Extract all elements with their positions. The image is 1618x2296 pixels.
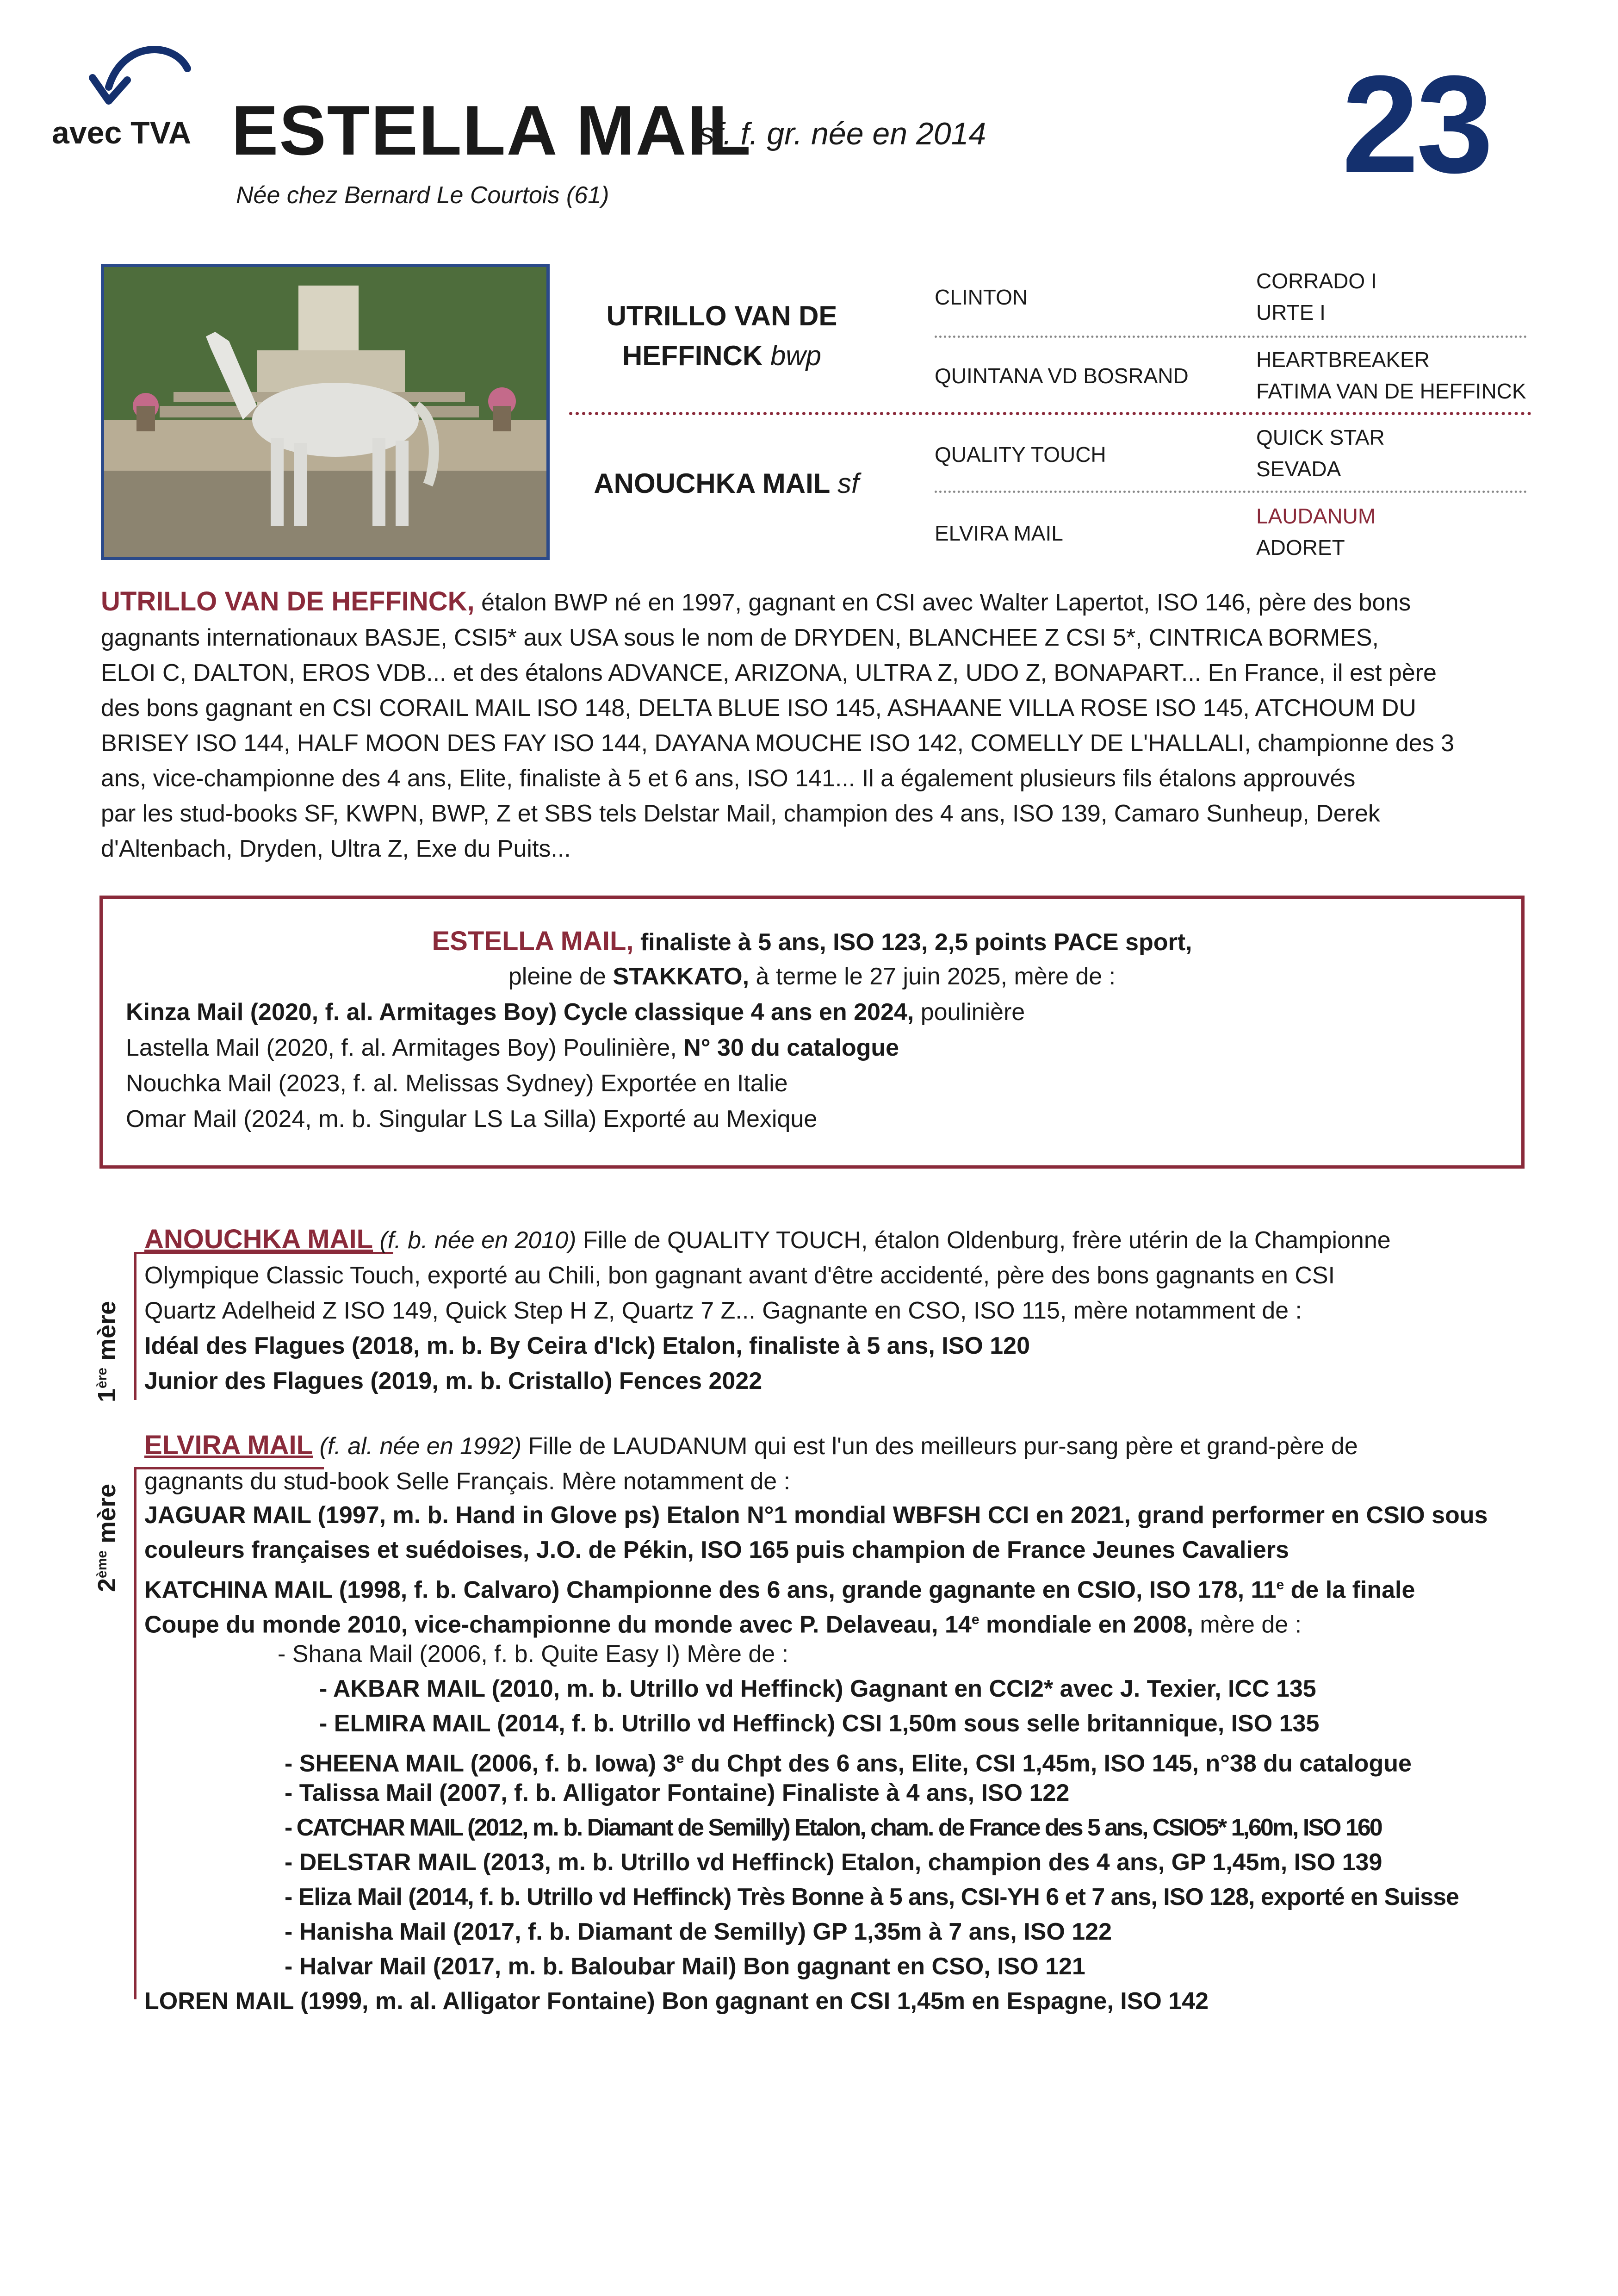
offspring-sup: e xyxy=(1276,1577,1284,1593)
first-dam-text: Quartz Adelheid Z ISO 149, Quick Step H Z, Quartz 7 Z... Gagnante en CSO, ISO 115, mère notamment de : xyxy=(144,1297,1302,1324)
curved-arrow-icon xyxy=(81,36,197,115)
offspring-text: du Chpt des 6 ans, Elite, CSI 1,45m, ISO 145, n°38 du catalogue xyxy=(684,1750,1412,1777)
label-num: 2 xyxy=(93,1578,121,1592)
sire-text-line: ans, vice-championne des 4 ans, Elite, finaliste à 5 et 6 ans, ISO 141... Il a également plusieurs fils étalons approuvés xyxy=(101,765,1356,792)
sire-text-line: d'Altenbach, Dryden, Ultra Z, Exe du Puits... xyxy=(101,835,571,862)
first-dam-text: Olympique Classic Touch, exporté au Chili, bon gagnant avant d'être accidenté, père des bons gagnants en CSI xyxy=(144,1262,1335,1289)
first-dam-bracket xyxy=(134,1252,136,1400)
pedigree-sire xyxy=(601,296,842,376)
label-word: mère xyxy=(93,1483,121,1550)
first-dam-desc: (f. b. née en 2010) xyxy=(379,1227,577,1254)
label-sup: ère xyxy=(94,1367,110,1388)
second-dam-offspring: - Talissa Mail (2007, f. b. Alligator Fontaine) Finaliste à 4 ans, ISO 122 xyxy=(285,1780,1070,1806)
box-text: N° 30 du catalogue xyxy=(683,1034,899,1061)
box-line-5: Nouchka Mail (2023, f. al. Melissas Sydney) Exportée en Italie xyxy=(126,1070,788,1097)
box-text: à terme le 27 juin 2025, mère de : xyxy=(749,963,1116,990)
second-dam-offspring: LOREN MAIL (1999, m. al. Alligator Fontaine) Bon gagnant en CSI 1,45m en Espagne, ISO 142 xyxy=(144,1988,1209,2015)
pedigree-gp-4: ELVIRA MAIL xyxy=(935,521,1063,545)
first-dam-paragraph xyxy=(144,1222,1528,1399)
second-dam-text: gagnants du stud-book Selle Français. Mère notamment de : xyxy=(144,1468,791,1495)
box-text: pleine de xyxy=(508,963,613,990)
pedigree-ggp-1: CORRADO I xyxy=(1256,269,1377,293)
second-dam-offspring xyxy=(144,1568,1415,1607)
pedigree-gp-1: CLINTON xyxy=(935,285,1028,309)
pedigree-ggp-6: SEVADA xyxy=(1256,457,1341,481)
second-dam-offspring xyxy=(285,1741,1412,1781)
pedigree-sire-line1: UTRILLO VAN DE xyxy=(606,300,837,331)
offspring-sup: e xyxy=(676,1751,684,1766)
pedigree-divider xyxy=(935,491,1527,493)
second-dam-offspring: - ELMIRA MAIL (2014, f. b. Utrillo vd Heffinck) CSI 1,50m sous selle britannique, ISO 135 xyxy=(319,1710,1320,1737)
horse-description: sf. f. gr. née en 2014 xyxy=(699,116,986,151)
pedigree-ggp-4: FATIMA VAN DE HEFFINCK xyxy=(1256,379,1526,403)
pedigree-divider xyxy=(935,336,1527,338)
pedigree-ggp-5: QUICK STAR xyxy=(1256,425,1385,449)
sire-text-line: gagnants internationaux BASJE, CSI5* aux USA sous le nom de DRYDEN, BLANCHEE Z CSI 5*, CINTRICA BORMES, xyxy=(101,624,1379,651)
lot-number: 23 xyxy=(1342,46,1491,202)
pedigree-gp-3: QUALITY TOUCH xyxy=(935,442,1106,467)
pedigree-gp-2: QUINTANA VD BOSRAND xyxy=(935,364,1189,388)
second-dam-offspring: couleurs françaises et suédoises, J.O. de Pékin, ISO 165 puis champion de France Jeunes Cavaliers xyxy=(144,1537,1289,1563)
box-text: poulinière xyxy=(914,999,1025,1026)
second-dam-offspring: - AKBAR MAIL (2010, m. b. Utrillo vd Heffinck) Gagnant en CCI2* avec J. Texier, ICC 135 xyxy=(319,1675,1316,1702)
second-dam-intro xyxy=(144,1428,1528,1499)
tva-label: avec TVA xyxy=(52,115,192,150)
second-dam-offspring: - DELSTAR MAIL (2013, m. b. Utrillo vd Heffinck) Etalon, champion des 4 ans, GP 1,45m, ISO 139 xyxy=(285,1849,1382,1876)
box-text: Lastella Mail (2020, f. al. Armitages Boy) Poulinière, xyxy=(126,1034,684,1061)
second-dam-offspring: JAGUAR MAIL (1997, m. b. Hand in Glove ps) Etalon N°1 mondial WBFSH CCI en 2021, grand performer en CSIO sous xyxy=(144,1502,1488,1529)
sire-title: UTRILLO VAN DE HEFFINCK, xyxy=(101,586,475,616)
second-dam-offspring: - Hanisha Mail (2017, f. b. Diamant de Semilly) GP 1,35m à 7 ans, ISO 122 xyxy=(285,1918,1112,1945)
label-sup: ème xyxy=(94,1550,110,1578)
box-text: STAKKATO, xyxy=(613,963,750,990)
box-line-6: Omar Mail (2024, m. b. Singular LS La Silla) Exporté au Mexique xyxy=(126,1106,818,1132)
pedigree-dam-name: ANOUCHKA MAIL xyxy=(594,468,830,499)
pedigree-ggp-2: URTE I xyxy=(1256,300,1326,324)
horse-photo xyxy=(101,264,550,560)
box-line-2 xyxy=(99,959,1525,995)
box-title-line xyxy=(99,923,1525,960)
offspring-text: KATCHINA MAIL (1998, f. b. Calvaro) Championne des 6 ans, grande gagnante en CSIO, ISO 178, 11 xyxy=(144,1576,1277,1604)
second-dam-offspring xyxy=(144,1602,1302,1642)
box-title: ESTELLA MAIL, xyxy=(432,926,634,956)
first-dam-text: Fille de QUALITY TOUCH, étalon Oldenburg, frère utérin de la Championne xyxy=(576,1227,1391,1254)
second-dam-offspring: - Shana Mail (2006, f. b. Quite Easy I) Mère de : xyxy=(278,1641,789,1668)
offspring-text: Coupe du monde 2010, vice-championne du monde avec P. Delaveau, 14 xyxy=(144,1611,972,1638)
horse-photo-illustration xyxy=(104,267,546,557)
pedigree-ggp-8: ADORET xyxy=(1256,535,1345,560)
first-dam-text: Idéal des Flagues (2018, m. b. By Ceira d'Ick) Etalon, finaliste à 5 ans, ISO 120 xyxy=(144,1332,1030,1359)
second-dam-name: ELVIRA MAIL xyxy=(144,1430,313,1460)
pedigree-sire-breed: bwp xyxy=(770,340,822,371)
breeder: Née chez Bernard Le Courtois (61) xyxy=(236,182,609,209)
offspring-text: mère de : xyxy=(1193,1611,1302,1638)
pedigree-divider-main xyxy=(569,412,1531,415)
pedigree-dam xyxy=(583,467,870,499)
sire-paragraph xyxy=(101,584,1526,866)
second-dam-desc: (f. al. née en 1992) xyxy=(319,1433,522,1460)
box-line-3 xyxy=(126,995,1025,1030)
offspring-text: - SHEENA MAIL (2006, f. b. Iowa) 3 xyxy=(285,1750,676,1777)
horse-name: ESTELLA MAIL xyxy=(231,91,752,170)
sire-text-line: étalon BWP né en 1997, gagnant en CSI avec Walter Lapertot, ISO 146, père des bons xyxy=(481,589,1411,616)
label-num: 1 xyxy=(93,1388,121,1402)
sire-text-line: par les stud-books SF, KWPN, BWP, Z et SBS tels Delstar Mail, champion des 4 ans, ISO 139, Camaro Sunheup, Derek xyxy=(101,800,1380,827)
sire-text-line: des bons gagnant en CSI CORAIL MAIL ISO 148, DELTA BLUE ISO 145, ASHAANE VILLA ROSE ISO 145, ATCHOUM DU xyxy=(101,695,1416,722)
second-dam-label xyxy=(93,1484,121,1592)
box-text: Kinza Mail (2020, f. al. Armitages Boy) Cycle classique 4 ans en 2024, xyxy=(126,999,914,1026)
sire-text-line: BRISEY ISO 144, HALF MOON DES FAY ISO 144, DAYANA MOUCHE ISO 142, COMELLY DE L'HALLALI, championne des 3 xyxy=(101,730,1455,757)
label-word: mère xyxy=(93,1300,121,1368)
second-dam-bracket xyxy=(134,1467,136,1999)
offspring-text: mondiale en 2008, xyxy=(979,1611,1193,1638)
box-line-4 xyxy=(126,1030,899,1066)
first-dam-label xyxy=(93,1301,121,1402)
first-dam-name: ANOUCHKA MAIL xyxy=(144,1224,373,1254)
offspring-sup: e xyxy=(971,1612,979,1627)
pedigree-ggp-7: LAUDANUM xyxy=(1256,504,1376,528)
second-dam-offspring: - CATCHAR MAIL (2012, m. b. Diamant de Semilly) Etalon, cham. de France des 5 ans, CSIO5* 1,60m, ISO 160 xyxy=(285,1814,1382,1841)
second-dam-text: Fille de LAUDANUM qui est l'un des meilleurs pur-sang père et grand-père de xyxy=(521,1433,1358,1460)
second-dam-offspring: - Halvar Mail (2017, m. b. Baloubar Mail) Bon gagnant en CSO, ISO 121 xyxy=(285,1953,1085,1980)
box-title-rest: finaliste à 5 ans, ISO 123, 2,5 points PACE sport, xyxy=(640,929,1192,956)
pedigree-sire-line2: HEFFINCK xyxy=(622,340,763,371)
sire-text-line: ELOI C, DALTON, EROS VDB... et des étalons ADVANCE, ARIZONA, ULTRA Z, UDO Z, BONAPART... En France, il est père xyxy=(101,660,1437,686)
second-dam-offspring: - Eliza Mail (2014, f. b. Utrillo vd Heffinck) Très Bonne à 5 ans, CSI-YH 6 et 7 ans, ISO 128, exporté en Suisse xyxy=(285,1884,1459,1910)
first-dam-text: Junior des Flagues (2019, m. b. Cristallo) Fences 2022 xyxy=(144,1368,763,1394)
offspring-text: de la finale xyxy=(1284,1576,1415,1604)
pedigree-dam-breed: sf xyxy=(837,468,859,499)
pedigree-ggp-3: HEARTBREAKER xyxy=(1256,348,1430,372)
